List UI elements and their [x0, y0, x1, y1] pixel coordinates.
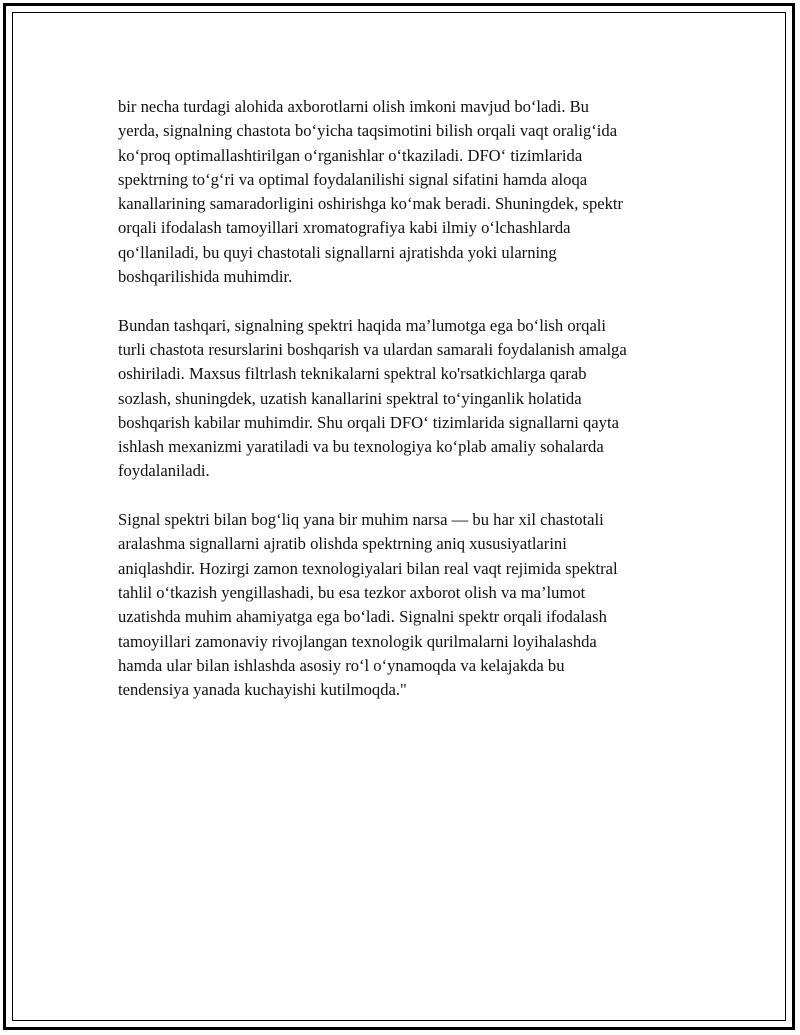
text-line: uzatishda muhim ahamiyatga ega bo‘ladi. Signalni spektr orqali ifodalash: [118, 607, 607, 627]
paragraph-1: [118, 95, 688, 289]
text-line: orqali ifodalash tamoyillari xromatografiya kabi ilmiy o‘lchashlarda: [118, 218, 571, 238]
text-line: qo‘llaniladi, bu quyi chastotali signallarni ajratishda yoki ularning: [118, 242, 557, 262]
text-line: aralashma signallarni ajratib olishda spektrning aniq xususiyatlarini: [118, 534, 567, 554]
text-line: ko‘proq optimallashtirilgan o‘rganishlar o‘tkaziladi. DFO‘ tizimlarida: [118, 145, 583, 165]
text-line: kanallarining samaradorligini oshirishga ko‘mak beradi. Shuningdek, spektr: [118, 194, 624, 214]
paragraph-3: [118, 508, 688, 702]
text-line: aniqlashdir. Hozirgi zamon texnologiyalari bilan real vaqt rejimida spektral: [118, 558, 618, 578]
text-line: bir necha turdagi alohida axborotlarni olish imkoni mavjud bo‘ladi. Bu: [118, 97, 589, 116]
text-line: turli chastota resurslarini boshqarish va ulardan samarali foydalanish amalga: [118, 339, 627, 359]
text-line: ishlash mexanizmi yaratiladi va bu texnologiya ko‘plab amaliy sohalarda: [118, 437, 604, 457]
paragraph-2: [118, 314, 688, 484]
text-line: foydalaniladi.: [118, 461, 210, 481]
text-line: boshqarilishida muhimdir.: [118, 267, 293, 287]
text-line: tamoyillari zamonaviy rivojlangan texnologik qurilmalarni loyihalashda: [118, 631, 597, 651]
text-line: yerda, signalning chastota bo‘yicha taqsimotini bilish orqali vaqt oralig‘ida: [118, 121, 618, 141]
text-line: spektrning to‘g‘ri va optimal foydalanilishi signal sifatini hamda aloqa: [118, 169, 588, 189]
text-line: hamda ular bilan ishlashda asosiy ro‘l o‘ynamoqda va kelajakda bu: [118, 655, 565, 675]
text-line: oshiriladi. Maxsus filtrlash teknikalarni spektral ko'rsatkichlarga qarab: [118, 364, 587, 384]
document-body: [118, 95, 688, 727]
text-line: tahlil o‘tkazish yengillashadi, bu esa tezkor axborot olish va ma’lumot: [118, 582, 586, 602]
text-line: Bundan tashqari, signalning spektri haqida ma’lumotga ega bo‘lish orqali: [118, 315, 607, 335]
text-line: boshqarish kabilar muhimdir. Shu orqali DFO‘ tizimlarida signallarni qayta: [118, 412, 619, 432]
text-line: tendensiya yanada kuchayishi kutilmoqda.": [118, 680, 407, 700]
text-line: Signal spektri bilan bog‘liq yana bir muhim narsa — bu har xil chastotali: [118, 510, 604, 530]
text-line: sozlash, shuningdek, uzatish kanallarini spektral to‘yinganlik holatida: [118, 388, 582, 408]
